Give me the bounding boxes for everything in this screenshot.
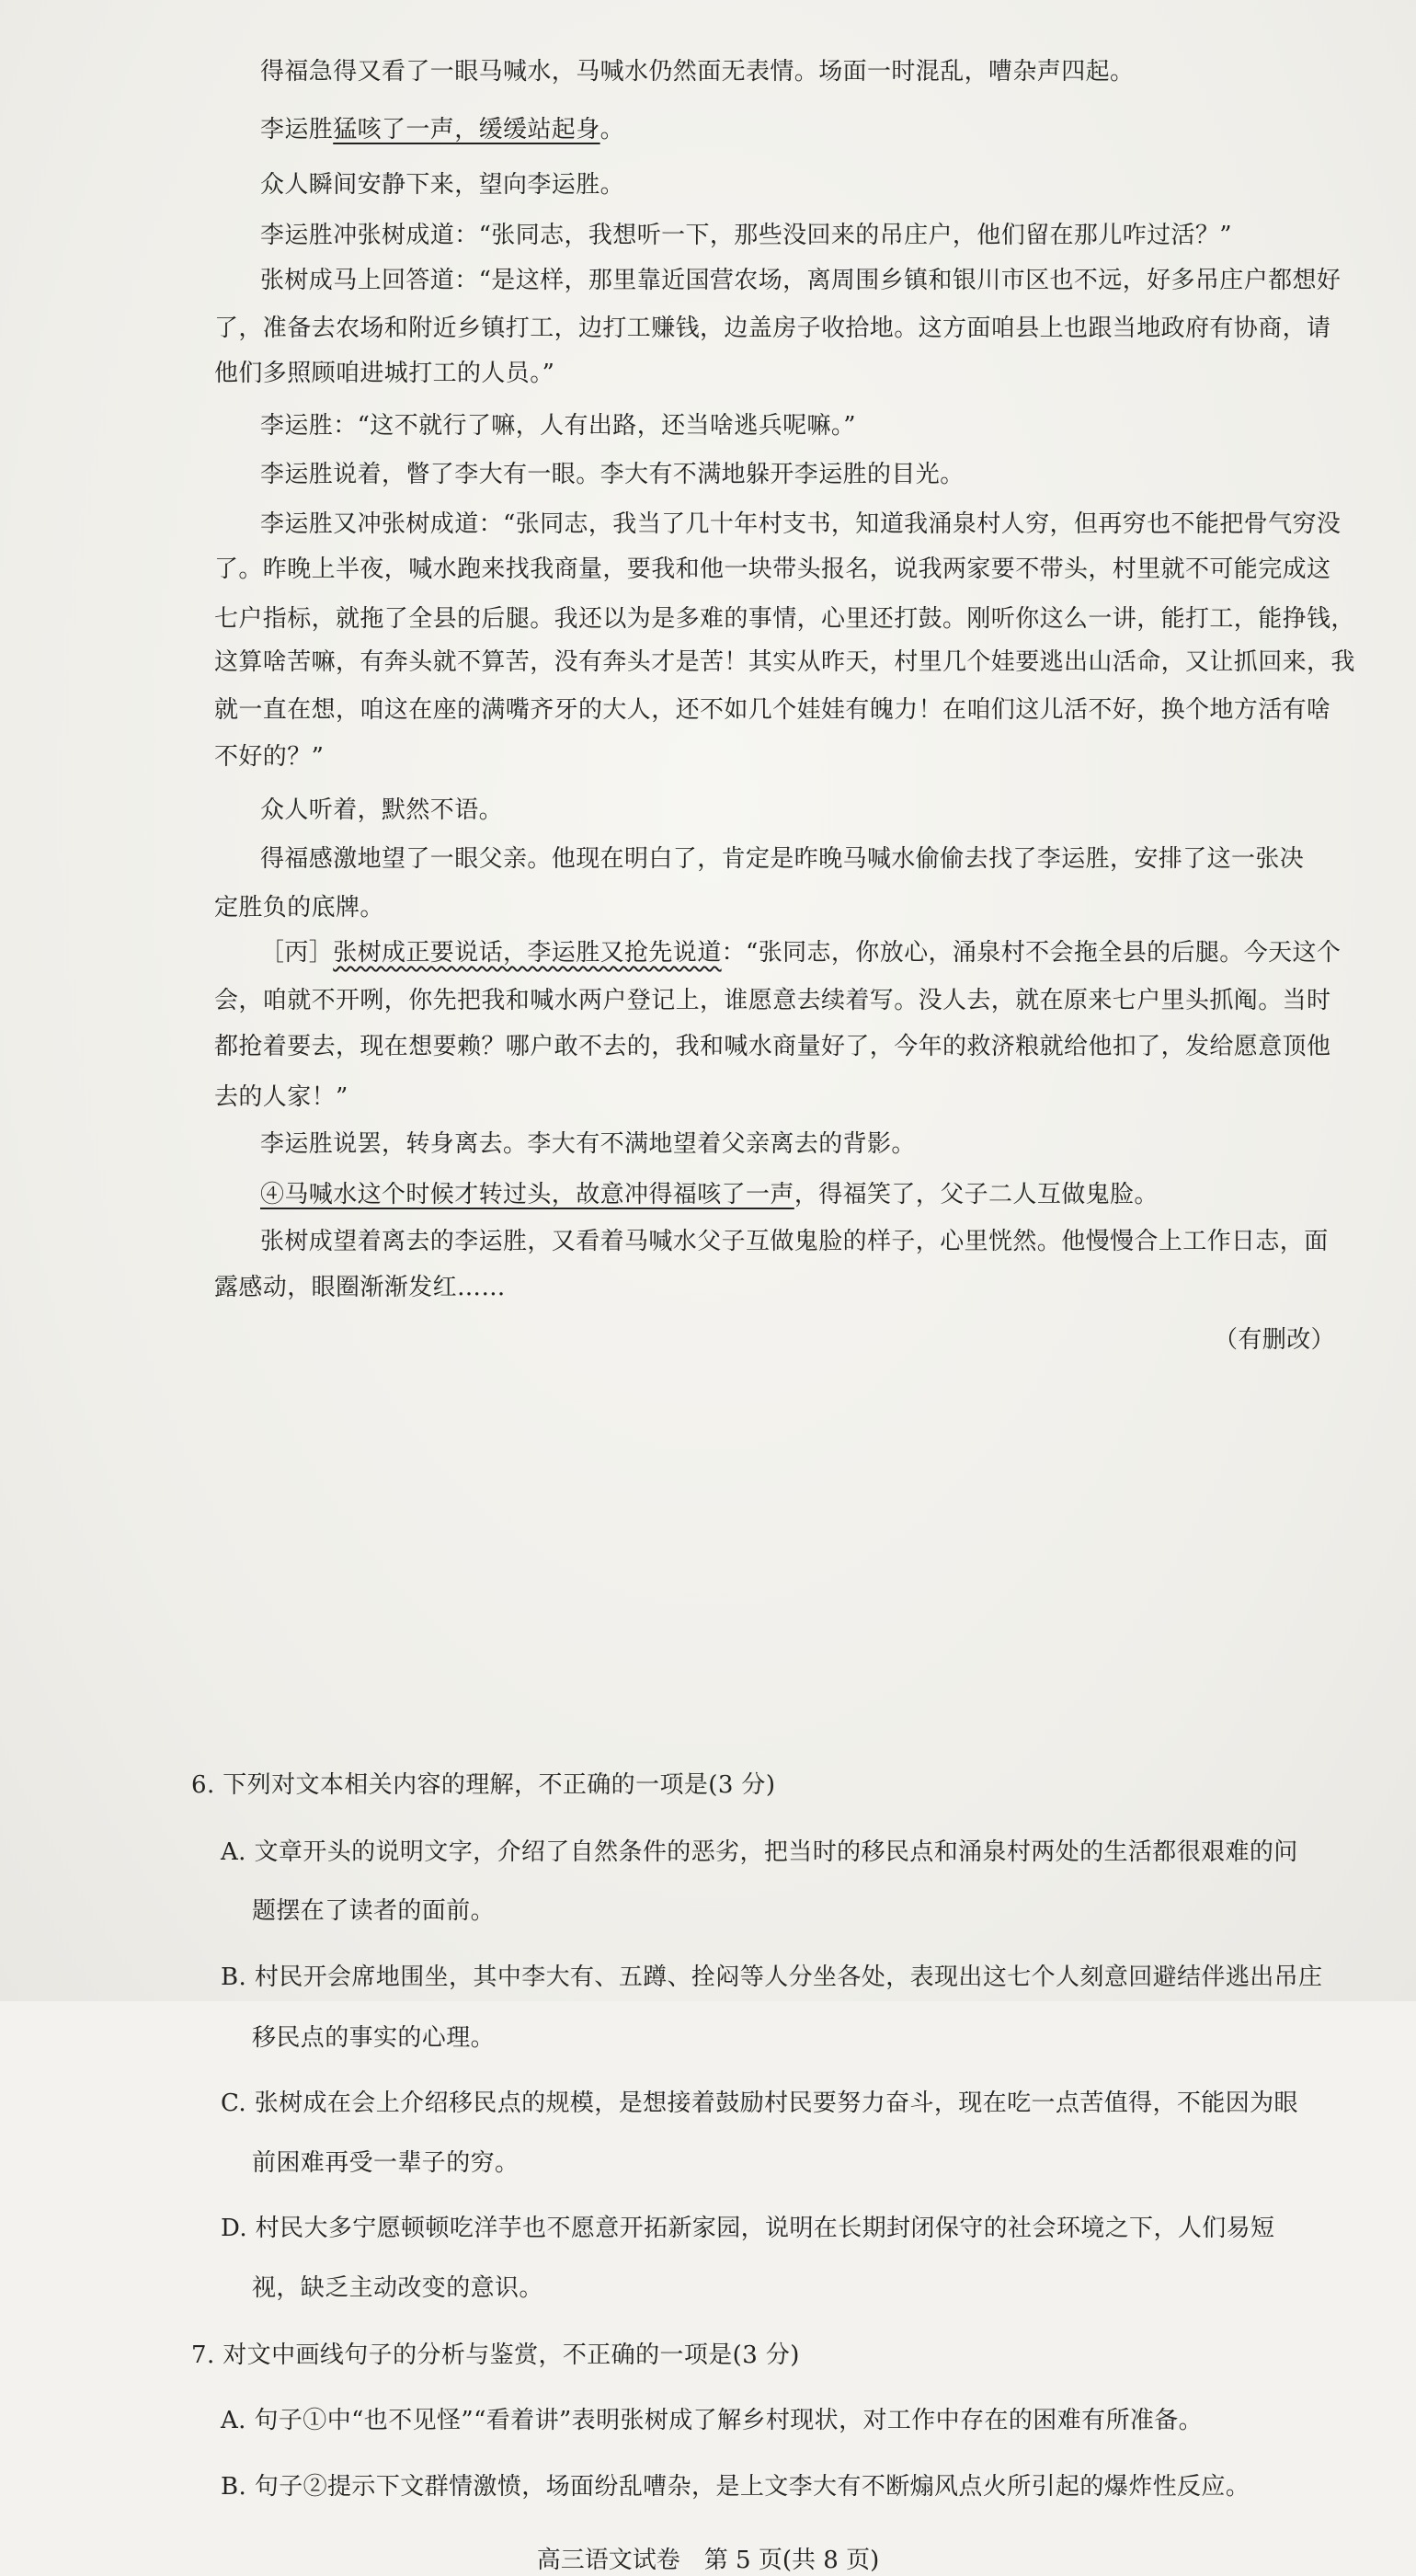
passage-line: 他们多照顾咱进城打工的人员。”: [214, 360, 555, 387]
question-6-option-c-cont: 前困难再受一辈子的穷。: [252, 2149, 520, 2177]
passage-line: 张树成望着离去的李运胜，又看着马喊水父子互做鬼脸的样子，心里恍然。他慢慢合上工作日志，面: [260, 1228, 1329, 1255]
passage-line: 李运胜说罢，转身离去。李大有不满地望着父亲离去的背影。: [260, 1130, 916, 1158]
passage-line: 李运胜冲张树成道：“张同志，我想听一下，那些没回来的吊庄户，他们留在那儿咋过活？”: [260, 222, 1232, 249]
passage-text: ：“张同志，你放心，涌泉村不会拖全县的后腿。今天这个: [721, 939, 1342, 967]
passage-line: 众人听着，默然不语。: [260, 796, 504, 824]
question-6-option-c: C. 张树成在会上介绍移民点的规模，是想接着鼓励村民要努力奋斗，现在吃一点苦值得，不能因为眼: [221, 2089, 1298, 2117]
passage-line: 不好的？”: [214, 743, 325, 771]
passage-line: 张树成马上回答道：“是这样，那里靠近国营农场，离周围乡镇和银川市区也不远，好多吊庄户都想好: [260, 267, 1342, 294]
question-7-option-a: A. 句子①中“也不见怪”“看着讲”表明张树成了解乡村现状，对工作中存在的困难有所准备。: [221, 2407, 1204, 2434]
passage-line: 得福感激地望了一眼父亲。他现在明白了，肯定是昨晚马喊水偷偷去找了李运胜，安排了这一张决: [260, 845, 1305, 873]
punctuation: 。: [600, 116, 625, 143]
underlined-sentence: ④马喊水这个时候才转过头，故意冲得福咳了一声: [260, 1181, 794, 1208]
passage-line: 去的人家！”: [214, 1083, 348, 1111]
passage-line: 李运胜又冲张树成道：“张同志，我当了几十年村支书，知道我涌泉村人穷，但再穷也不能把骨气穷没: [260, 510, 1342, 538]
question-6-option-a: A. 文章开头的说明文字，介绍了自然条件的恶劣，把当时的移民点和涌泉村两处的生活都很艰难的问: [221, 1838, 1298, 1866]
passage-line: 定胜负的底牌。: [214, 894, 384, 922]
passage-line: 李运胜说着，瞥了李大有一眼。李大有不满地躲开李运胜的目光。: [260, 461, 965, 488]
page-footer: 高三语文试卷 第 5 页(共 8 页): [536, 2547, 880, 2574]
question-6-option-a-cont: 题摆在了读者的面前。: [252, 1897, 496, 1925]
passage-line: 这算啥苦嘛，有奔头就不算苦，没有奔头才是苦！其实从昨天，村里几个娃要逃出山活命，又让抓回来，我: [214, 648, 1355, 676]
passage-line: 就一直在想，咱这在座的满嘴齐牙的大人，还不如几个娃娃有魄力！在咱们这儿活不好，换个地方活有啥: [214, 696, 1331, 724]
passage-line: [260, 937, 1341, 968]
speaker-text: 李运胜: [260, 116, 334, 143]
passage-line: [260, 114, 624, 145]
question-6-option-d-cont: 视，缺乏主动改变的意识。: [252, 2274, 543, 2302]
source-note: （有删改）: [1214, 1326, 1336, 1354]
question-7-stem: 7. 对文中画线句子的分析与鉴赏，不正确的一项是(3 分): [191, 2341, 800, 2369]
passage-line: [260, 1179, 1159, 1210]
passage-line: 会，咱就不开咧，你先把我和喊水两户登记上，谁愿意去续着写。没人去，就在原来七户里头抓阄。当时: [214, 987, 1331, 1014]
question-7-option-b: B. 句子②提示下文群情激愤，场面纷乱嘈杂，是上文李大有不断煽风点火所引起的爆炸性反应。: [221, 2473, 1250, 2501]
passage-line: 都抢着要去，现在想要赖？哪户敢不去的，我和喊水商量好了，今年的救济粮就给他扣了，发给愿意顶他: [214, 1033, 1331, 1060]
question-6-option-b: B. 村民开会席地围坐，其中李大有、五蹲、拴闷等人分坐各处，表现出这七个人刻意回避结伴逃出吊庄: [221, 1963, 1323, 1991]
marker-bing: ［丙］: [260, 939, 334, 967]
passage-line: 得福急得又看了一眼马喊水，马喊水仍然面无表情。场面一时混乱，嘈杂声四起。: [260, 58, 1135, 86]
wavy-underlined-sentence: 张树成正要说话，李运胜又抢先说道: [333, 939, 722, 967]
passage-line: 露感动，眼圈渐渐发红……: [214, 1274, 506, 1301]
passage-text: ，得福笑了，父子二人互做鬼脸。: [794, 1181, 1159, 1208]
question-6-option-d: D. 村民大多宁愿顿顿吃洋芋也不愿意开拓新家园，说明在长期封闭保守的社会环境之下，人们易短: [221, 2215, 1275, 2242]
underlined-sentence: 猛咳了一声，缓缓站起身: [333, 116, 600, 143]
passage-line: 众人瞬间安静下来，望向李运胜。: [260, 171, 625, 199]
passage-line: 了，准备去农场和附近乡镇打工，边打工赚钱，边盖房子收拾地。这方面咱县上也跟当地政府有协商，请: [214, 315, 1331, 342]
passage-line: 七户指标，就拖了全县的后腿。我还以为是多难的事情，心里还打鼓。刚听你这么一讲，能打工，能挣钱，: [214, 605, 1355, 633]
passage-line: 李运胜：“这不就行了嘛，人有出路，还当啥逃兵呢嘛。”: [260, 412, 856, 440]
question-6-stem: 6. 下列对文本相关内容的理解，不正确的一项是(3 分): [191, 1771, 776, 1799]
question-6-option-b-cont: 移民点的事实的心理。: [252, 2024, 496, 2052]
passage-line: 了。昨晚上半夜，喊水跑来找我商量，要我和他一块带头报名，说我两家要不带头，村里就不可能完成这: [214, 555, 1331, 583]
